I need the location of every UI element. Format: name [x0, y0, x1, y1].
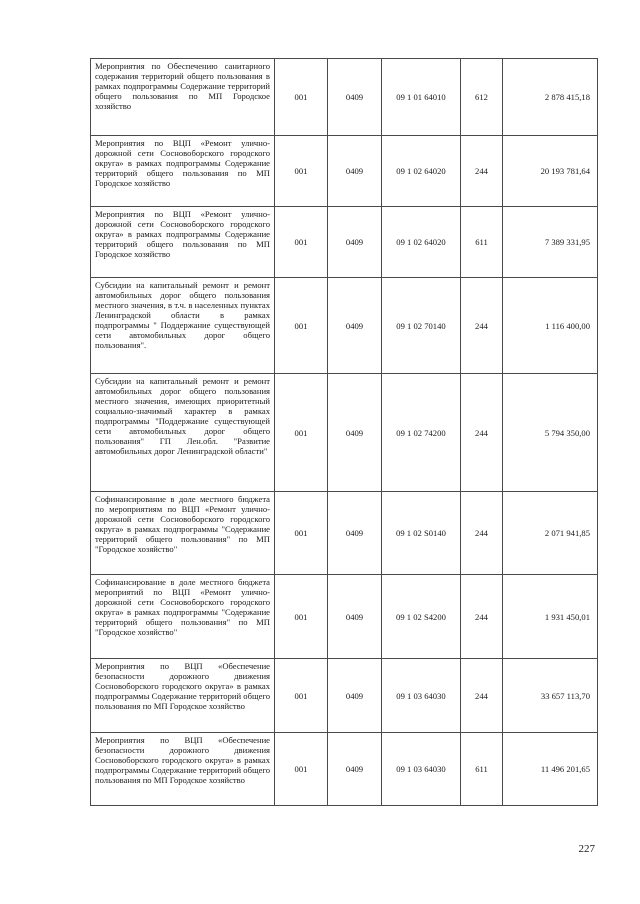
row-vr: 244	[461, 492, 503, 575]
row-vr: 244	[461, 136, 503, 207]
row-sum: 5 794 350,00	[503, 374, 598, 492]
row-sum: 1 116 400,00	[503, 278, 598, 374]
row-sum: 2 071 941,85	[503, 492, 598, 575]
row-sum: 7 389 331,95	[503, 207, 598, 278]
row-csr: 09 1 02 64020	[382, 207, 461, 278]
row-razdel: 0409	[328, 59, 382, 136]
row-vr: 244	[461, 278, 503, 374]
table-row	[91, 59, 598, 136]
row-grbs: 001	[275, 374, 328, 492]
table-row	[91, 136, 598, 207]
row-razdel: 0409	[328, 207, 382, 278]
row-sum: 20 193 781,64	[503, 136, 598, 207]
row-razdel: 0409	[328, 374, 382, 492]
row-vr: 244	[461, 374, 503, 492]
row-grbs: 001	[275, 492, 328, 575]
row-grbs: 001	[275, 278, 328, 374]
row-description: Мероприятия по ВЦП «Обеспечение безопасности дорожного движения Сосновоборского городского округа» в рамках подпрограммы Содержание территорий общего пользования по МП Городское хозяйство	[91, 733, 275, 806]
row-grbs: 001	[275, 207, 328, 278]
budget-table	[90, 58, 598, 806]
row-razdel: 0409	[328, 733, 382, 806]
table-row	[91, 575, 598, 659]
row-sum: 2 878 415,18	[503, 59, 598, 136]
row-description: Субсидии на капитальный ремонт и ремонт автомобильных дорог общего пользования местного значения, в т.ч. в населенных пунктах Ленинградской области в рамках подпрограммы " Поддержание существующей сети автомобильных дорог общего пользования".	[91, 278, 275, 374]
row-csr: 09 1 03 64030	[382, 659, 461, 733]
row-grbs: 001	[275, 59, 328, 136]
row-grbs: 001	[275, 659, 328, 733]
row-sum: 33 657 113,70	[503, 659, 598, 733]
row-razdel: 0409	[328, 136, 382, 207]
row-razdel: 0409	[328, 492, 382, 575]
row-description: Мероприятия по ВЦП «Ремонт улично-дорожной сети Сосновоборского городского округа» в рамках подпрограммы Содержание территорий общего пользования по МП Городское хозяйство	[91, 207, 275, 278]
row-description: Софинансирование в доле местного бюджета мероприятий по ВЦП «Ремонт улично-дорожной сети Сосновоборского городского округа» в рамках подпрограммы "Содержание территорий общего пользования" по МП "Городское хозяйство"	[91, 575, 275, 659]
row-description: Софинансирование в доле местного бюджета по мероприятиям по ВЦП «Ремонт улично-дорожной сети Сосновоборского городского округа» в рамках подпрограммы "Содержание территорий общего пользования" по МП "Городское хозяйство"	[91, 492, 275, 575]
table-row	[91, 492, 598, 575]
row-csr: 09 1 02 64020	[382, 136, 461, 207]
row-description: Мероприятия по ВЦП «Обеспечение безопасности дорожного движения Сосновоборского городского округа» в рамках подпрограммы Содержание территорий общего пользования по МП Городское хозяйство	[91, 659, 275, 733]
row-csr: 09 1 03 64030	[382, 733, 461, 806]
row-vr: 612	[461, 59, 503, 136]
row-razdel: 0409	[328, 659, 382, 733]
row-vr: 244	[461, 575, 503, 659]
row-csr: 09 1 02 S0140	[382, 492, 461, 575]
row-csr: 09 1 02 S4200	[382, 575, 461, 659]
row-sum: 1 931 450,01	[503, 575, 598, 659]
row-vr: 611	[461, 733, 503, 806]
row-vr: 611	[461, 207, 503, 278]
row-description: Мероприятия по Обеспечению санитарного содержания территорий общего пользования в рамках подпрограммы Содержание территорий общего пользования по МП Городское хозяйство	[91, 59, 275, 136]
table-row	[91, 207, 598, 278]
row-razdel: 0409	[328, 278, 382, 374]
row-description: Мероприятия по ВЦП «Ремонт улично-дорожной сети Сосновоборского городского округа» в рамках подпрограммы Содержание территорий общего пользования по МП Городское хозяйство	[91, 136, 275, 207]
table-row	[91, 374, 598, 492]
table-row	[91, 733, 598, 806]
row-vr: 244	[461, 659, 503, 733]
row-description: Субсидии на капитальный ремонт и ремонт автомобильных дорог общего пользования местного значения, имеющих приоритетный социально-значимый характер в рамках подпрограммы "Поддержание существующей сети автомобильных дорог общего пользования" ГП Лен.обл. "Развитие автомобильных дорог Ленинградской области"	[91, 374, 275, 492]
row-sum: 11 496 201,65	[503, 733, 598, 806]
table-row	[91, 278, 598, 374]
row-grbs: 001	[275, 733, 328, 806]
row-csr: 09 1 02 70140	[382, 278, 461, 374]
table-row	[91, 659, 598, 733]
row-csr: 09 1 01 64010	[382, 59, 461, 136]
row-grbs: 001	[275, 575, 328, 659]
row-grbs: 001	[275, 136, 328, 207]
row-razdel: 0409	[328, 575, 382, 659]
page-number: 227	[578, 843, 595, 855]
row-csr: 09 1 02 74200	[382, 374, 461, 492]
